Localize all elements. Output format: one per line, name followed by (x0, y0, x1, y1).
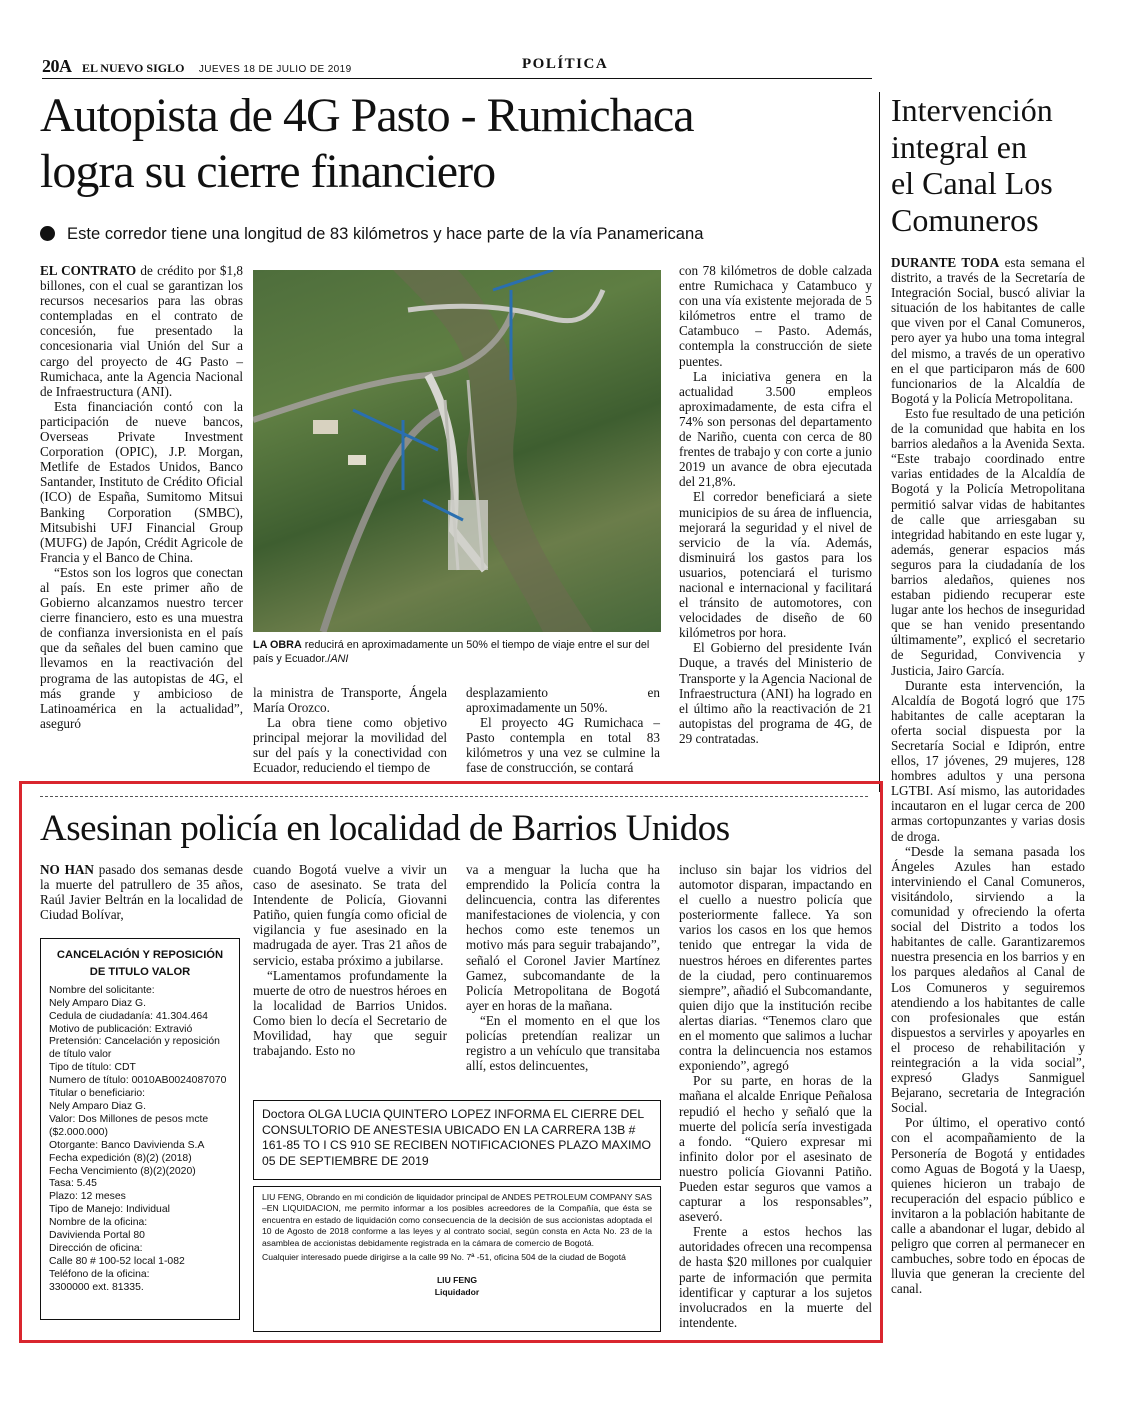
main-col-3: desplazamiento en aproximadamente un 50%. El proyecto 4G Rumichaca – Pasto contempla en total 83 kilómetros y una vez se culmine la fase de construcción, se contará (466, 685, 660, 776)
bridge-photo-drawing (253, 270, 661, 632)
page-number: 20A (42, 56, 72, 76)
bullet-icon (40, 226, 55, 241)
police-col-3: va a menguar la lucha que ha emprendido la Policía contra la delincuencia, contra las diferentes manifestaciones de violencia, y con hechos como este tenemos un motivo más para seguir trabajando”, señaló el Coronel Javier Martínez Gamez, subcomandante de la Policía Metropolitana de Bogotá ayer en horas de la mañana. “En el momento en el que los policías pretendían realizar un registro a un vehículo que transitaba allí, estos delincuentes, (466, 862, 660, 1074)
issue-date: JUEVES 18 DE JULIO DE 2019 (198, 64, 352, 75)
masthead: EL NUEVO SIGLO (81, 61, 185, 75)
notice-lines: Nombre del solicitante: Nely Amparo Diaz G. Cedula de ciudadanía: 41.304.464 Motivo de publicación: Extravió Pretensión: Cancelación y reposición de título valor Tipo de título: CDT Numero de título: 0010AB0024087070 Titular o beneficiario: Nely Amparo Diaz G. Valor: Dos Millones de pesos mcte ($2.000.000) Otorgante: Banco Davivienda S.A Fecha expedición (8)(2) (2018) Fecha Vencimiento (8)(2)(2020) Tasa: 5.45 Plazo: 12 meses Tipo de Manejo: Individual Nombre de la oficina: Davivienda Portal 80 Dirección de oficina: Calle 80 # 100-52 local 1-082 Teléfono de la oficina: 3300000 ext. 81335. (49, 984, 227, 1293)
side-headline: Intervención integral en el Canal Los Comuneros (891, 92, 1053, 238)
main-col-1: EL CONTRATO de crédito por $1,8 billones, con el cual se garantizan los recursos necesarios para las obras contempladas en el contrato de concesión, fue presentado la concesionaria vial Unión del Sur a cargo del proyecto de 4G Pasto – Rumichaca, ante la Agencia Nacional de Infraestructura (ANI). Esta financiación contó con la participación de nueve bancos, Overseas Private Investment Corporation (OPIC), J.P. Morgan, Metlife de Estados Unidos, Banco Santander, Instituto de Crédito Oficial (ICO) de España, Sumitomo Mitsui Banking Corporation (SMBC), Mitsubishi UFJ Financial Group (MUFG) de Japón, Crédit Agricole de Francia y el Banco de China. “Estos son los logros que conectan al país. En este primer año de Gobierno alcanzamos nuestro tercer cierre financiero, esto es una muestra de confianza inversionista en el país que da señales del buen camino que llevamos en la reactivación del programa de las autopistas de 4G, el más grande y ambicioso de Latinoamérica en la actualidad”, aseguró (40, 263, 243, 731)
main-col-4: con 78 kilómetros de doble calzada entre Rumichaca y Catambuco y con una vía existente mejorada de 5 kilómetros entre el tramo de Catambuco – Pasto. Además, contempla la construcción de siete puentes. La iniciativa genera en la actualidad 3.500 empleos aproximadamente, de esta cifra el 74% son personas del departamento de Nariño, cuenta con cerca de 80 frentes de trabajo y con corte a junio 2019 un avance de obra ejecutada del 21,8%. El corredor beneficiará a siete municipios de su área de influencia, mejorará la seguridad y el nivel de servicio de la vía. Además, disminuirá los gastos para los usuarios, potenciará el turismo nacional e internacional y facilitará el tránsito de automotores, con velocidades de diseño de 60 kilómetros por hora. El Gobierno del presidente Iván Duque, a través del Ministerio de Transporte y la Agencia Nacional de Infraestructura (ANI) ha logrado en el último año la reactivación de 21 autopistas del programa de 4G, de 29 contratadas. (679, 263, 872, 746)
police-col-4: incluso sin bajar los vidrios del automotor disparan, impactando en el cuello a nuestro policía que posteriormente fallece. Ya son varios los casos en los que hemos tenido que entregar la vida de nuestros héroes en diferentes partes de la ciudad, pero continuaremos siempre”, añadió el Subcomandante, quien dijo que la institución recibe alertas diarias. “Tenemos claro que en el momento que salimos a luchar contra la delincuencia nos estamos exponiendo”, agregó Por su parte, en horas de la mañana el alcalde Enrique Peñalosa repudió el hecho y señaló que la muerte del policía sería investigada a fondo. “Quiero expresar mi infinito dolor por el asesinato de nuestro policía Giovanni Patiño. Pueden estar seguros que vamos a capturar a los responsables”, aseveró. Frente a estos hechos las autoridades ofrecen una recompensa de hasta $20 millones por cualquier parte de información que permita identificar y capturar a los sujetos involucrados en la muerte del intendente. (679, 862, 872, 1330)
section-name: POLÍTICA (522, 56, 609, 72)
section-separator (40, 796, 868, 797)
notice-doctora: Doctora OLGA LUCIA QUINTERO LOPEZ INFORMA EL CIERRE DEL CONSULTORIO DE ANESTESIA UBICADO EN LA CARRERA 13B # 161-85 TO I CS 910 SE RECIBEN NOTIFICACIONES PLAZO MAXIMO 05 DE SEPTIEMBRE DE 2019 (253, 1100, 661, 1180)
bridge-photo (253, 270, 661, 632)
page-header (42, 56, 872, 79)
main-headline: Autopista de 4G Pasto - Rumichaca logra su cierre financiero (40, 89, 694, 198)
column-divider (879, 92, 880, 792)
police-col-1: NO HAN pasado dos semanas desde la muerte del patrullero de 35 años, Raúl Javier Beltrán en la localidad de Ciudad Bolívar, (40, 862, 244, 923)
main-col-2: la ministra de Transporte, Ángela María Orozco. La obra tiene como objetivo principal mejorar la movilidad del sur del país y la conectividad con Ecuador, reduciendo el tiempo de (253, 685, 447, 776)
side-article-body: DURANTE TODA esta semana el distrito, a través de la Secretaría de Integración Social, buscó aliviar la situación de los habitantes de calle que viven por el Canal Comuneros, pero ayer ya hubo una toma integral del mismo, a través de un operativo en el que participaron más de 600 funcionarios de la Alcaldía de Bogotá y la Policía Metropolitana. Esto fue resultado de una petición de la comunidad que habita en los barrios aledaños a la Avenida Sexta. “Este trabajo coordinado entre varias entidades de la Alcaldía de Bogotá y la Policía Metropolitana permitió salvar vidas de habitantes de calle que arriesgaban su integridad habitando en este lugar y, además, generar espacios más seguros para la ciudadanía de los barrios aledaños, quienes nos estaban pidiendo recuperar este lugar ante los hechos de inseguridad que se han venido presentando últimamente”, explicó el secretario de Seguridad, Convivencia y Justicia, Jairo García. Durante esta intervención, la Alcaldía de Bogotá logró que 175 habitantes de calle aceptaran la oferta social dispuesta por la Secretaría Social e Idiprón, entre ellos, 17 jóvenes, 29 mujeres, 128 hombres adultos y una persona LGTBI. Así mismo, las autoridades incautaron en el lugar cerca de 200 armas cortopunzantes y varias dosis de droga. “Desde la semana pasada los Ángeles Azules han estado interviniendo el Canal Comuneros, visitándolo, sirviendo a la comunidad y ofreciendo la oferta social del Distrito a todos los habitantes de calle. Garantizaremos nuestra presencia en los barrios y en los parques aledaños al Canal de Los Comuneros y seguiremos atendiendo a los habitantes de calle con profesionales que están dispuestos a servirles y apoyarles en el proceso de rehabilitación y reintegración a la vida social”, expresó Gladys Sanmiguel Bejarano, secretaria de Integración Social. Por último, el operativo contó con el acompañamiento de la Personería de Bogotá y entidades como Aguas de Bogotá y la Uaesp, quienes hicieron un trabajo de recuperación del espacio público e invitaron a la población habitante de calle a abandonar el lugar, debido al peligro que corren al permanecer en cambuches, sobre todo en épocas de lluvia que generan la creciente del canal. (891, 255, 1085, 1297)
police-headline: Asesinan policía en localidad de Barrios Unidos (40, 808, 730, 849)
police-col-2: cuando Bogotá vuelve a vivir un caso de asesinato. Se trata del Intendente de Policía, Giovanni Patiño, quien fungía como oficial de vigilancia y fue asesinado en la madrugada de ayer. Tras 21 años de servicio, estaba próximo a jubilarse. “Lamentamos profundamente la muerte de otro de nuestros héroes en la localidad de Barrios Unidos. Como bien lo decía el Secretario de Movilidad, hay que seguir trabajando. Esto no (253, 862, 447, 1059)
notice-cancelacion: CANCELACIÓN Y REPOSICIÓN DE TITULO VALOR Nombre del solicitante: Nely Amparo Diaz G. Cedula de ciudadanía: 41.304.464 Motivo de publicación: Extravió Pretensión: Cancelación y reposición de título valor Tipo de título: CDT Numero de título: 0010AB0024087070 Titular o beneficiario: Nely Amparo Diaz G. Valor: Dos Millones de pesos mcte ($2.000.000) Otorgante: Banco Davivienda S.A Fecha expedición (8)(2) (2018) Fecha Vencimiento (8)(2)(2020) Tasa: 5.45 Plazo: 12 meses Tipo de Manejo: Individual Nombre de la oficina: Davivienda Portal 80 Dirección de oficina: Calle 80 # 100-52 local 1-082 Teléfono de la oficina: 3300000 ext. 81335. (40, 938, 240, 1320)
photo-caption: LA OBRA reducirá en aproximadamente un 50% el tiempo de viaje entre el sur del país y Ecuador./ANI (253, 639, 650, 665)
main-subtitle: Este corredor tiene una longitud de 83 kilómetros y hace parte de la vía Panamericana (40, 224, 880, 244)
notice-liquidacion: LIU FENG, Obrando en mi condición de liquidador principal de ANDES PETROLEUM COMPANY SAS –EN LIQUIDACION, me permito informar a los posibles acreedores de la Compañía, que ésta se encuentra en estado de liquidación como consecuencia de la decisión de sus accionistas adoptada el 10 de Agosto de 2018 conforme a las leyes y al contrato social, según consta en Acta No. 23 de la asamblea de accionistas debidamente registrada en la cámara de comercio de Bogotá. Cualquier interesado puede dirigirse a la calle 99 No. 7ª -51, oficina 504 de la ciudad de Bogotá LIU FENG Liquidador (253, 1186, 661, 1332)
